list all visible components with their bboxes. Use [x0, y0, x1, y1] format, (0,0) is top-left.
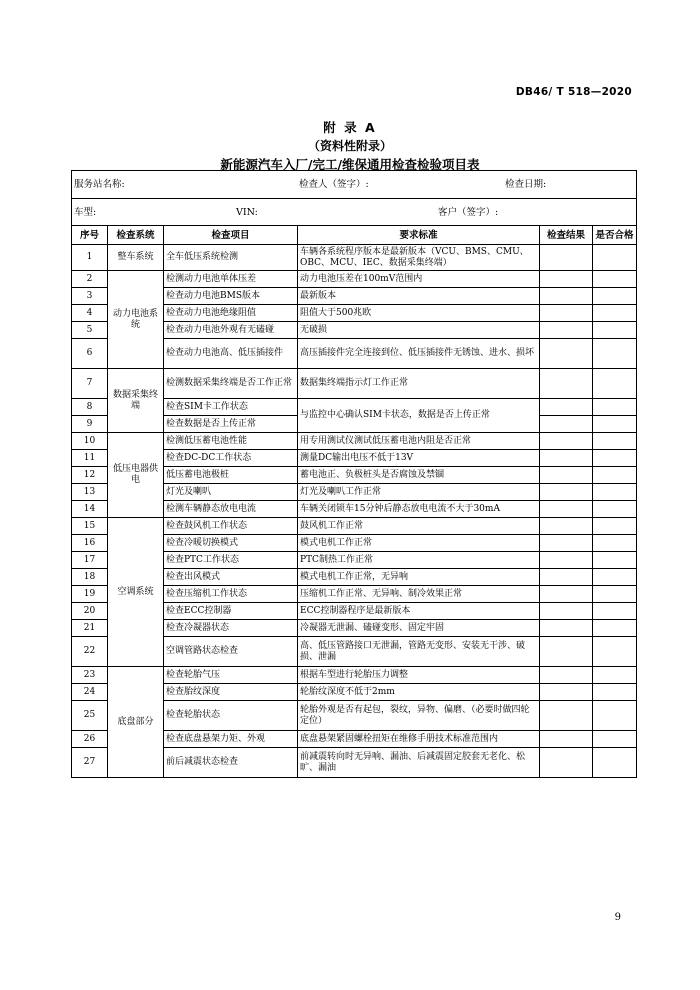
- row-no: 20: [72, 603, 108, 620]
- row-item: 检查数据是否上传正常: [164, 416, 298, 433]
- pass-cell[interactable]: [593, 748, 637, 778]
- row-item: 检测动力电池单体压差: [164, 271, 298, 288]
- row-no: 23: [72, 667, 108, 684]
- result-cell[interactable]: [540, 731, 593, 748]
- pass-cell[interactable]: [593, 245, 637, 271]
- row-no: 2: [72, 271, 108, 288]
- result-cell[interactable]: [540, 552, 593, 569]
- row-system: 空调系统: [108, 518, 164, 667]
- col-standard: 要求标准: [298, 226, 540, 245]
- result-cell[interactable]: [540, 701, 593, 731]
- result-cell[interactable]: [540, 620, 593, 637]
- pass-cell[interactable]: [593, 450, 637, 467]
- col-item: 检查项目: [164, 226, 298, 245]
- pass-cell[interactable]: [593, 667, 637, 684]
- col-no: 序号: [72, 226, 108, 245]
- customer-label: 客户（签字）:: [438, 206, 499, 218]
- result-cell[interactable]: [540, 467, 593, 484]
- result-cell[interactable]: [540, 305, 593, 322]
- row-no: 18: [72, 569, 108, 586]
- row-no: 8: [72, 399, 108, 416]
- pass-cell[interactable]: [593, 484, 637, 501]
- table-row: [72, 245, 637, 271]
- row-standard: 轮胎纹深度不低于2mm: [298, 684, 540, 701]
- row-item: 检查动力电池BMS版本: [164, 288, 298, 305]
- row-system: 整车系统: [108, 245, 164, 271]
- row-standard: 模式电机工作正常，无异响: [298, 569, 540, 586]
- table-row: [72, 518, 637, 535]
- result-cell[interactable]: [540, 433, 593, 450]
- row-system: 底盘部分: [108, 667, 164, 778]
- row-no: 4: [72, 305, 108, 322]
- pass-cell[interactable]: [593, 569, 637, 586]
- row-standard: 动力电池压差在100mV范围内: [298, 271, 540, 288]
- row-item: 检查轮胎状态: [164, 701, 298, 731]
- appendix-title: 附 录 A: [323, 120, 377, 135]
- inspection-table: [71, 170, 637, 778]
- row-no: 26: [72, 731, 108, 748]
- row-standard: 底盘悬架紧固螺栓扭矩在维修手册技术标准范围内: [298, 731, 540, 748]
- row-no: 7: [72, 369, 108, 399]
- row-item: 检查胎纹深度: [164, 684, 298, 701]
- row-item: 检测低压蓄电池性能: [164, 433, 298, 450]
- result-cell[interactable]: [540, 399, 593, 416]
- row-standard: 与监控中心确认SIM卡状态，数据是否上传正常: [298, 399, 540, 433]
- row-item: 检测车辆静态放电电流: [164, 501, 298, 518]
- row-item: 空调管路状态检查: [164, 637, 298, 667]
- pass-cell[interactable]: [593, 603, 637, 620]
- row-standard: 压缩机工作正常、无异响、制冷效果正常: [298, 586, 540, 603]
- info-row-2: [72, 199, 637, 226]
- pass-cell[interactable]: [593, 684, 637, 701]
- row-no: 1: [72, 245, 108, 271]
- row-no: 14: [72, 501, 108, 518]
- row-standard: PTC制热工作正常: [298, 552, 540, 569]
- row-item: 全车低压系统检测: [164, 245, 298, 271]
- table-row: [72, 369, 637, 399]
- row-item: 检查PTC工作状态: [164, 552, 298, 569]
- pass-cell[interactable]: [593, 339, 637, 369]
- row-standard: 车辆各系统程序版本是最新版本（VCU、BMS、CMU、OBC、MCU、IEC、数据采集终端）: [298, 245, 540, 271]
- table-title: 新能源汽车入厂/完工/维保通用检查检验项目表: [220, 157, 480, 172]
- row-standard: 模式电机工作正常: [298, 535, 540, 552]
- result-cell[interactable]: [540, 245, 593, 271]
- appendix-nature: （资料性附录）: [307, 139, 392, 153]
- row-no: 17: [72, 552, 108, 569]
- pass-cell[interactable]: [593, 535, 637, 552]
- row-standard: 根据车型进行轮胎压力调整: [298, 667, 540, 684]
- row-no: 13: [72, 484, 108, 501]
- pass-cell[interactable]: [593, 305, 637, 322]
- result-cell[interactable]: [540, 288, 593, 305]
- row-standard: 灯光及喇叭工作正常: [298, 484, 540, 501]
- table-row: [72, 271, 637, 288]
- row-standard: 最新版本: [298, 288, 540, 305]
- row-item: 检查压缩机工作状态: [164, 586, 298, 603]
- row-item: 灯光及喇叭: [164, 484, 298, 501]
- row-item: 检查轮胎气压: [164, 667, 298, 684]
- row-no: 6: [72, 339, 108, 369]
- result-cell[interactable]: [540, 322, 593, 339]
- row-item: 检测数据采集终端是否工作正常: [164, 369, 298, 399]
- row-standard: 车辆关闭锁车15分钟后静态放电电流不大于30mA: [298, 501, 540, 518]
- row-item: 前后减震状态检查: [164, 748, 298, 778]
- pass-cell[interactable]: [593, 701, 637, 731]
- row-no: 27: [72, 748, 108, 778]
- row-item: 检查动力电池绝缘阻值: [164, 305, 298, 322]
- result-cell[interactable]: [540, 748, 593, 778]
- result-cell[interactable]: [540, 339, 593, 369]
- row-no: 5: [72, 322, 108, 339]
- pass-cell[interactable]: [593, 322, 637, 339]
- pass-cell[interactable]: [593, 399, 637, 416]
- row-item: 低压蓄电池极桩: [164, 467, 298, 484]
- row-item: 检查DC-DC工作状态: [164, 450, 298, 467]
- date-label: 检查日期:: [505, 179, 547, 190]
- row-no: 25: [72, 701, 108, 731]
- row-no: 11: [72, 450, 108, 467]
- row-standard: 高压插接件完全连接到位、低压插接件无锈蚀、进水、损坏: [298, 339, 540, 369]
- row-system: 低压电器供电: [108, 433, 164, 518]
- row-no: 15: [72, 518, 108, 535]
- info-row-1: [72, 171, 637, 199]
- pass-cell[interactable]: [593, 467, 637, 484]
- pass-cell[interactable]: [593, 369, 637, 399]
- pass-cell[interactable]: [593, 433, 637, 450]
- row-system: 动力电池系统: [108, 271, 164, 369]
- pass-cell[interactable]: [593, 518, 637, 535]
- col-system: 检查系统: [108, 226, 164, 245]
- table-row: [72, 667, 637, 684]
- row-standard: 蓄电池正、负极桩头是否腐蚀及禁锢: [298, 467, 540, 484]
- row-standard: 测量DC输出电压不低于13V: [298, 450, 540, 467]
- result-cell[interactable]: [540, 637, 593, 667]
- pass-cell[interactable]: [593, 288, 637, 305]
- result-cell[interactable]: [540, 684, 593, 701]
- row-item: 检查动力电池外观有无磕碰: [164, 322, 298, 339]
- row-no: 12: [72, 467, 108, 484]
- row-no: 10: [72, 433, 108, 450]
- pass-cell[interactable]: [593, 416, 637, 433]
- pass-cell[interactable]: [593, 552, 637, 569]
- station-label: 服务站名称:: [74, 179, 125, 190]
- result-cell[interactable]: [540, 603, 593, 620]
- row-item: 检查动力电池高、低压插接件: [164, 339, 298, 369]
- title-block: [0, 118, 700, 175]
- pass-cell[interactable]: [593, 501, 637, 518]
- row-standard: 鼓风机工作正常: [298, 518, 540, 535]
- row-no: 16: [72, 535, 108, 552]
- row-no: 9: [72, 416, 108, 433]
- result-cell[interactable]: [540, 586, 593, 603]
- row-no: 24: [72, 684, 108, 701]
- row-no: 3: [72, 288, 108, 305]
- vin-label: VIN:: [236, 206, 258, 218]
- row-item: 检查鼓风机工作状态: [164, 518, 298, 535]
- row-item: 检查出风模式: [164, 569, 298, 586]
- row-standard: 阻值大于500兆欧: [298, 305, 540, 322]
- row-standard: 用专用测试仪测试低压蓄电池内阻是否正常: [298, 433, 540, 450]
- column-header-row: [72, 226, 637, 245]
- col-pass: 是否合格: [593, 226, 637, 245]
- pass-cell[interactable]: [593, 731, 637, 748]
- pass-cell[interactable]: [593, 637, 637, 667]
- document-code: DB46/ T 518—2020: [515, 86, 632, 98]
- result-cell[interactable]: [540, 667, 593, 684]
- row-item: 检查ECC控制器: [164, 603, 298, 620]
- row-standard: ECC控制器程序是最新版本: [298, 603, 540, 620]
- result-cell[interactable]: [540, 450, 593, 467]
- row-standard: 数据集终端指示灯工作正常: [298, 369, 540, 399]
- result-cell[interactable]: [540, 369, 593, 399]
- result-cell[interactable]: [540, 518, 593, 535]
- row-item: 检查冷暖切换模式: [164, 535, 298, 552]
- row-standard: 高、低压管路接口无泄漏，管路无变形、安装无干涉、破损、泄漏: [298, 637, 540, 667]
- row-standard: 轮胎外观是否有起包，裂纹，异物、偏磨、（必要时做四轮定位）: [298, 701, 540, 731]
- result-cell[interactable]: [540, 569, 593, 586]
- row-item: 检查冷凝器状态: [164, 620, 298, 637]
- row-standard: 冷凝器无泄漏、磕碰变形、固定牢固: [298, 620, 540, 637]
- table-row: [72, 433, 637, 450]
- inspector-label: 检查人（签字）:: [299, 179, 369, 190]
- row-no: 22: [72, 637, 108, 667]
- row-standard: 前减震转向时无异响、漏油、后减震固定胶套无老化、松旷、漏油: [298, 748, 540, 778]
- pass-cell[interactable]: [593, 620, 637, 637]
- row-item: 检查底盘悬架力矩、外观: [164, 731, 298, 748]
- result-cell[interactable]: [540, 271, 593, 288]
- result-cell[interactable]: [540, 416, 593, 433]
- row-no: 21: [72, 620, 108, 637]
- col-result: 检查结果: [540, 226, 593, 245]
- result-cell[interactable]: [540, 501, 593, 518]
- page-number: 9: [614, 912, 621, 923]
- result-cell[interactable]: [540, 484, 593, 501]
- model-label: 车型:: [74, 206, 97, 218]
- pass-cell[interactable]: [593, 586, 637, 603]
- row-item: 检查SIM卡工作状态: [164, 399, 298, 416]
- row-system: 数据采集终端: [108, 369, 164, 433]
- row-no: 19: [72, 586, 108, 603]
- pass-cell[interactable]: [593, 271, 637, 288]
- result-cell[interactable]: [540, 535, 593, 552]
- row-standard: 无破损: [298, 322, 540, 339]
